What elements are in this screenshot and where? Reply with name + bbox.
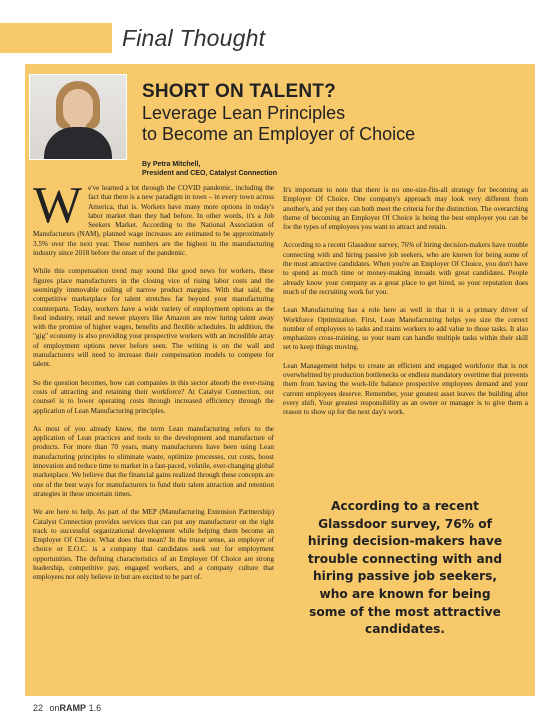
article-column-right: [283, 186, 528, 427]
paragraph: So the question becomes, how can companies in this sector absorb the ever-rising costs of attracting and retaining their workforce? At Catalyst Connection, our counsel is to lower operating costs through increased efficiency through the application of Lean Manufacturing principles.: [33, 378, 274, 415]
byline: [142, 160, 277, 178]
header-accent-bar: [0, 23, 112, 53]
headline-subtitle-line-1: Leverage Lean Principles: [142, 103, 346, 123]
article-column-left: [33, 177, 274, 592]
author-photo: [29, 74, 127, 160]
paragraph: Lean Management helps to create an efficient and engaged workforce that is not overwhelmed by production bottlenecks or endless mandatory overtime that prevents them from having the work-life balance prospective employees demand and your current employees deserve. Remember, your greatest asset leaves the building after every shift. Your greatest responsibility as an owner or manager is to give them a reason to show up for the next day's work.: [283, 361, 528, 417]
paragraph: We've learned a lot through the COVID pandemic, including the fact that there is a new paradigm in town – in every town across America, that is. Workers have many more options in today's labor market than they had before. In other words, it's a Job Seekers Market. According to the National Association of Manufacturers (NAM), planned wage increases are estimated to be approximately 3.5% over the next year. These numbers are the highest in the manufacturing industry since 2018 before the onset of the pandemic.: [33, 177, 274, 258]
headline-subtitle-line-2: to Become an Employer of Choice: [142, 124, 416, 144]
page-footer: [33, 703, 101, 713]
article-headline: [142, 81, 532, 145]
paragraph: According to a recent Glassdoor survey, 76% of hiring decision-makers have trouble connecting with and hiring passive job seekers, who are known for being some of the most attractive candidates. When you're an Employer Of Choice, you don't have to spend as much time or money-making inroads with great candidates. People already know your company as a great place to get hired, so your reputation does much of the recruiting work for you.: [283, 241, 528, 296]
headline-title: SHORT ON TALENT?: [142, 81, 336, 102]
paragraph: As most of you already know, the term Lean manufacturing refers to the application of Lean practices and tools to the development and manufacture of products. For more than 70 years, many manufacturers have been using Lean manufacturing principles to eliminate waste, optimize processes, cut costs, boost innovation and reduce time to market in a fast-paced, volatile, ever-changing global marketplace. We believe that the financial gains realized through these concepts are one of the best ways for manufacturers to fund their talent attraction and retention strategies in these uncertain times.: [33, 424, 274, 498]
section-title: Final Thought: [122, 25, 266, 51]
magazine-name: RAMP: [59, 703, 87, 713]
paragraph: While this compensation trend may sound like good news for workers, these figures place manufacturers in the closing vice of rising labor costs and the seemingly immovable ceiling of narrow product margins. With that said, the competitive marketplace for talent stretches far beyond your manufacturing counterparts. Today, workers have a wide variety of employment options as the food industry, retail and newer players like Amazon are now luring talent away with the promise of higher wages, benefits and flexible schedules. In addition, the "gig" economy is also providing your prospective workers with an incredible array of employment options never before seen. The writing is on the wall and manufacturers will need to increase their compensation models to compete for talent.: [33, 267, 274, 369]
byline-name: By Petra Mitchell,: [142, 161, 201, 168]
paragraph: It's important to note that there is no one-size-fits-all strategy for becoming an Employer Of Choice. One company's approach may look very different from another's, and yet they can both meet the criteria for the distinction. The overarching theme of becoming an Employer Of Choice is being the best employer you can be for the types of employees you want to attract and retain.: [283, 186, 528, 232]
pull-quote: According to a recent Glassdoor survey, 76% of hiring decision-makers have trouble connecting with and hiring passive job seekers, who are known for being some of the most attractive candidates.: [307, 499, 503, 637]
magazine-prefix: on: [49, 703, 60, 713]
paragraph: We are here to help. As part of the MEP (Manufacturing Extension Partnership) Catalyst Connection provides services that can put any manufacturer on the right track to successful organizational development while helping them become an Employer Of Choice. What does that mean? In the truest sense, an employer of choice or E.O.C. is a company that candidates seek out for employment opportunities. The defining characteristics of an Employer Of Choice are strong leadership, competitive pay, engaged workers, and a company culture that employees not only believe in but are excited to be part of.: [33, 508, 274, 582]
drop-cap: W: [33, 177, 83, 234]
issue-number: 1.6: [88, 703, 102, 713]
byline-role: President and CEO, Catalyst Connection: [142, 170, 277, 177]
page-number: 22: [33, 703, 44, 713]
paragraph: Lean Manufacturing has a role here as well in that it is a primary driver of Workforce Optimization. First, Lean Manufacturing helps you size the correct number of employees to tasks and trains workers to add value to those tasks. It also emphasizes cross-training, so your team can handle multiple tasks within their skill set to keep things moving.: [283, 306, 528, 352]
section-header: [0, 23, 543, 53]
